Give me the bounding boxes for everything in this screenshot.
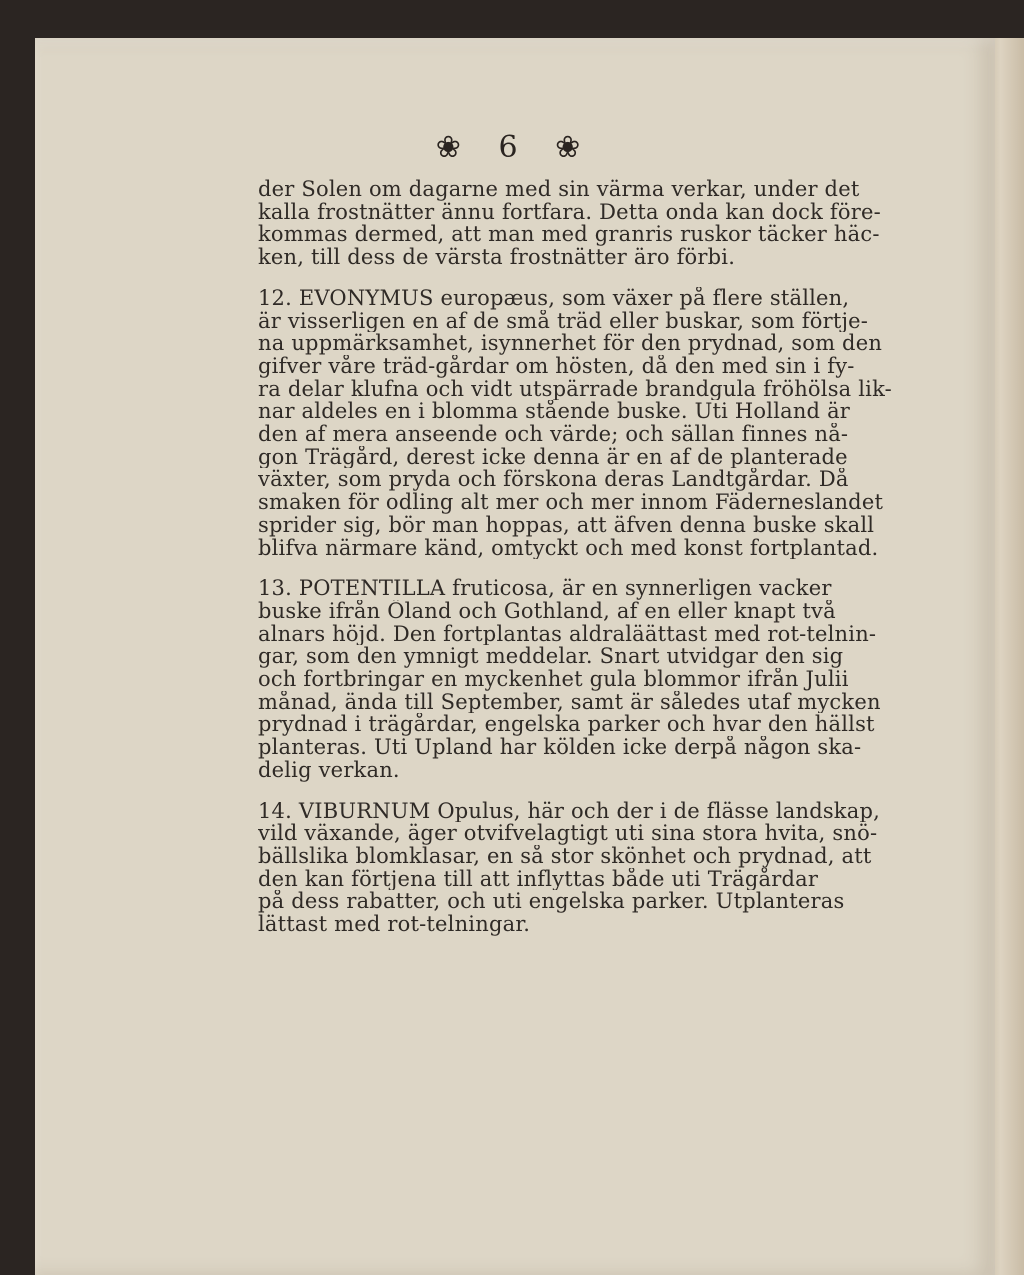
text-line: der Solen om dagarne med sin värma verkar, under det [258, 178, 860, 201]
paragraph-evonymus [258, 287, 930, 559]
text-line: delig verkan. [258, 758, 400, 782]
text-line: prydnad i trägårdar, engelska parker och hvar den hällst [258, 713, 875, 737]
paragraph-viburnum [258, 800, 930, 936]
paragraph-continuation [258, 178, 930, 269]
text-line: na uppmärksamhet, isynnerhet för den prydnad, som den [258, 332, 883, 355]
text-line: vild växande, äger otvifvelagtigt uti sina stora hvita, snö- [258, 822, 878, 845]
text-line: sprider sig, bör man hoppas, att äfven denna buske skall [258, 513, 875, 537]
body-text [258, 178, 930, 936]
text-line: 13. POTENTILLA fruticosa, är en synnerligen vacker [258, 577, 832, 600]
text-line: är visserligen en af de små träd eller buskar, som förtje- [258, 309, 869, 333]
text-line: kommas dermed, att man med granris ruskor täcker häc- [258, 223, 880, 247]
text-line: 14. VIBURNUM Opulus, här och der i de flässe landskap, [258, 799, 880, 823]
text-line: blifva närmare känd, omtyckt och med konst fortplantad. [258, 536, 879, 560]
text-line: gon Trägård, derest icke denna är en af de planterade [258, 445, 848, 469]
text-line: ra delar klufna och vidt utspärrade brandgula fröhölsa lik- [258, 377, 892, 401]
text-line: den kan förtjena till att inflyttas både uti Trägårdar [258, 867, 819, 891]
text-line: kalla frostnätter ännu fortfara. Detta ondа kan dock före- [258, 200, 881, 224]
text-line: och fortbringar en myckenhet gula blommor ifrån Julii [258, 668, 849, 691]
text-line: buske ifrån Öland och Gothland, af en eller knapt två [258, 599, 836, 623]
text-line: planteras. Uti Upland har kölden icke derpå någon ska- [258, 736, 862, 759]
text-line: på dess rabatter, och uti engelska parker. Utplanteras [258, 890, 845, 914]
text-line: nar aldeles en i blomma stående buske. Uti Holland är [258, 400, 851, 424]
text-line: gifver våre träd-gårdar om hösten, då den med sin i fy- [258, 354, 855, 378]
text-line: den af mera anseende och värde; och sällan finnes nå- [258, 423, 849, 446]
text-line: ken, till dess de värsta frostnätter äro förbi. [258, 246, 736, 269]
text-line: månad, ända till September, samt är således utaf mycken [258, 690, 881, 714]
text-line: bällslika blomklasar, en så stor skönhet och prydnad, att [258, 844, 872, 868]
text-line: smaken för odling alt mer och mer innom Fäderneslandet [258, 491, 884, 514]
text-line: lättast med rot-telningar. [258, 913, 531, 936]
text-line: gar, som den ymnigt meddelar. Snart utvidgar den sig [258, 645, 844, 669]
page-number: ❀ 6 ❀ [435, 130, 595, 165]
book-page [35, 38, 995, 1275]
text-line: alnars höjd. Den fortplantas aldraläättast med rot-telnin- [258, 622, 877, 646]
paragraph-potentilla [258, 577, 930, 781]
text-line: 12. EVONYMUS europæus, som växer på flere ställen, [258, 286, 850, 310]
text-line: växter, som pryda och förskona deras Landtgårdar. Då [258, 468, 849, 492]
